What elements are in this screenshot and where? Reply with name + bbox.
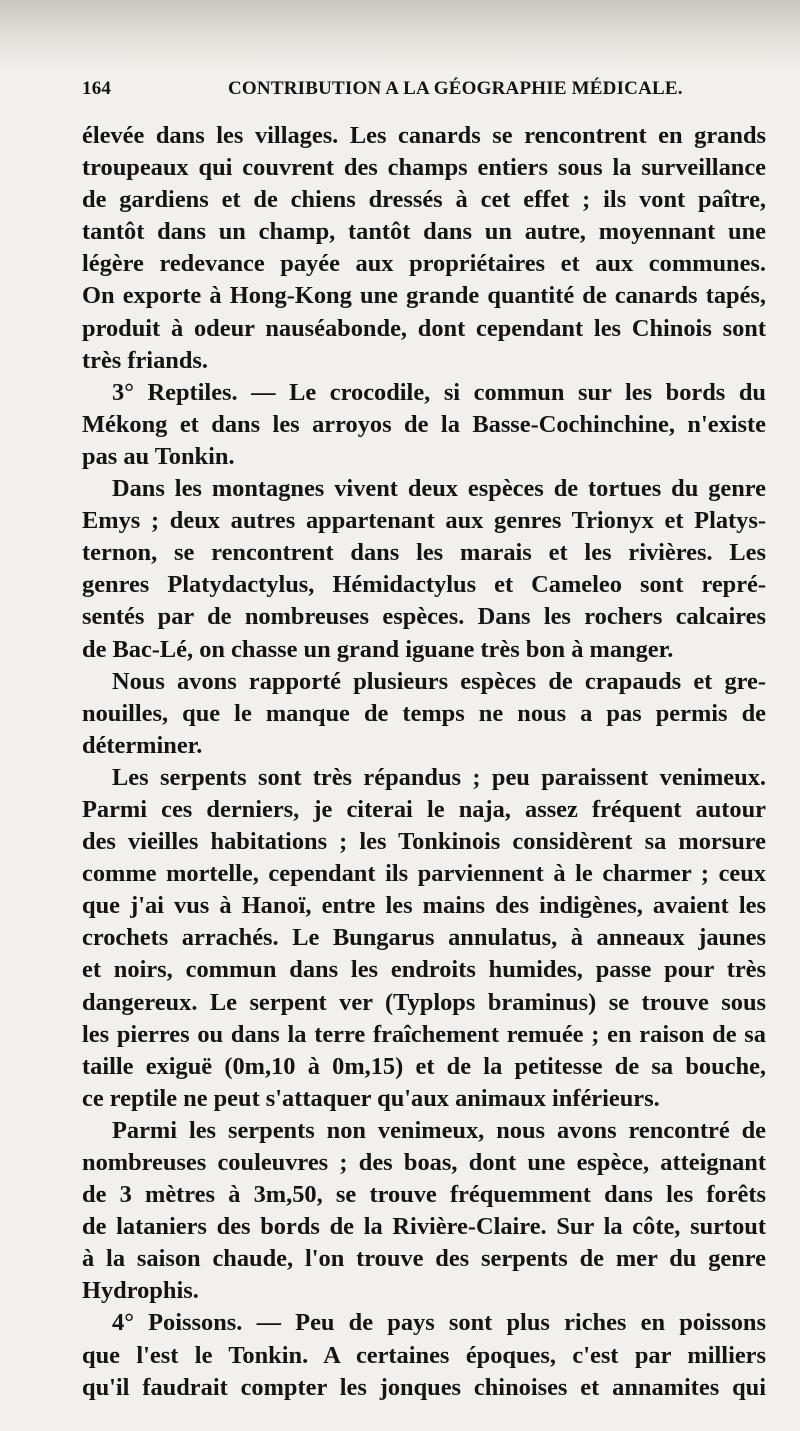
- text-line: ternon, se rencontrent dans les marais et les rivières. Les: [82, 539, 766, 567]
- text-line: très friands.: [82, 346, 209, 374]
- text-line: ce reptile ne peut s'attaquer qu'aux animaux inférieurs.: [82, 1084, 660, 1112]
- text-line: troupeaux qui couvrent des champs entiers sous la surveillance: [82, 154, 766, 182]
- text-line: de lataniers des bords de la Rivière-Claire. Sur la côte, surtout: [82, 1213, 766, 1241]
- text-line: 4° Poissons. — Peu de pays sont plus riches en poissons: [112, 1309, 766, 1337]
- text-line: dangereux. Le serpent ver (Typlops braminus) se trouve sous: [82, 988, 766, 1016]
- text-line: légère redevance payée aux propriétaires et aux communes.: [82, 250, 766, 278]
- text-line: les pierres ou dans la terre fraîchement remuée ; en raison de sa: [82, 1020, 766, 1048]
- text-line: Nous avons rapporté plusieurs espèces de crapauds et gre-: [112, 667, 766, 695]
- text-line: produit à odeur nauséabonde, dont cependant les Chinois sont: [82, 314, 766, 342]
- running-head: [82, 74, 766, 108]
- text-line: à la saison chaude, l'on trouve des serpents de mer du genre: [82, 1245, 766, 1273]
- text-line: déterminer.: [82, 731, 203, 759]
- book-page: [82, 74, 766, 1404]
- text-line: de 3 mètres à 3m,50, se trouve fréquemment dans les forêts: [82, 1181, 766, 1209]
- text-line: Emys ; deux autres appartenant aux genres Trionyx et Platys-: [82, 507, 766, 535]
- page-top-shadow: [0, 0, 800, 70]
- text-line: crochets arrachés. Le Bungarus annulatus, à anneaux jaunes: [82, 924, 766, 952]
- text-line: Dans les montagnes vivent deux espèces de tortues du genre: [112, 475, 766, 503]
- text-line: pas au Tonkin.: [82, 442, 235, 470]
- text-line: des vieilles habitations ; les Tonkinois considèrent sa morsure: [82, 828, 766, 856]
- text-line: que j'ai vus à Hanoï, entre les mains des indigènes, avaient les: [82, 892, 766, 920]
- text-line: Parmi ces derniers, je citerai le naja, assez fréquent autour: [82, 795, 766, 823]
- body-text: [82, 120, 766, 1404]
- text-line: élevée dans les villages. Les canards se rencontrent en grands: [82, 122, 766, 149]
- text-line: nombreuses couleuvres ; des boas, dont une espèce, atteignant: [82, 1149, 766, 1176]
- text-line: comme mortelle, cependant ils parviennent à le charmer ; ceux: [82, 860, 766, 888]
- text-line: qu'il faudrait compter les jonques chinoises et annamites qui: [82, 1373, 766, 1401]
- text-line: de gardiens et de chiens dressés à cet effet ; ils vont paître,: [82, 186, 766, 214]
- text-line: 3° Reptiles. — Le crocodile, si commun sur les bords du: [112, 378, 766, 406]
- text-line: de Bac-Lé, on chasse un grand iguane très bon à manger.: [82, 635, 674, 663]
- text-line: que l'est le Tonkin. A certaines époques, c'est par milliers: [82, 1341, 766, 1369]
- text-line: genres Platydactylus, Hémidactylus et Cameleo sont repré-: [82, 571, 766, 599]
- text-line: Hydrophis.: [82, 1277, 199, 1305]
- text-line: Mékong et dans les arroyos de la Basse-Cochinchine, n'existe: [82, 410, 766, 438]
- text-line: On exporte à Hong-Kong une grande quantité de canards tapés,: [82, 282, 766, 310]
- text-line: Parmi les serpents non venimeux, nous avons rencontré de: [112, 1116, 766, 1144]
- text-line: et noirs, commun dans les endroits humides, passe pour très: [82, 956, 766, 984]
- text-line: taille exiguë (0m,10 à 0m,15) et de la petitesse de sa bouche,: [82, 1052, 766, 1080]
- page-number: 164: [82, 78, 112, 99]
- running-title: CONTRIBUTION A LA GÉOGRAPHIE MÉDICALE.: [228, 78, 683, 99]
- text-line: tantôt dans un champ, tantôt dans un autre, moyennant une: [82, 218, 766, 246]
- text-line: nouilles, que le manque de temps ne nous a pas permis de: [82, 699, 766, 727]
- text-line: sentés par de nombreuses espèces. Dans les rochers calcaires: [82, 603, 766, 631]
- text-line: Les serpents sont très répandus ; peu paraissent venimeux.: [112, 763, 766, 791]
